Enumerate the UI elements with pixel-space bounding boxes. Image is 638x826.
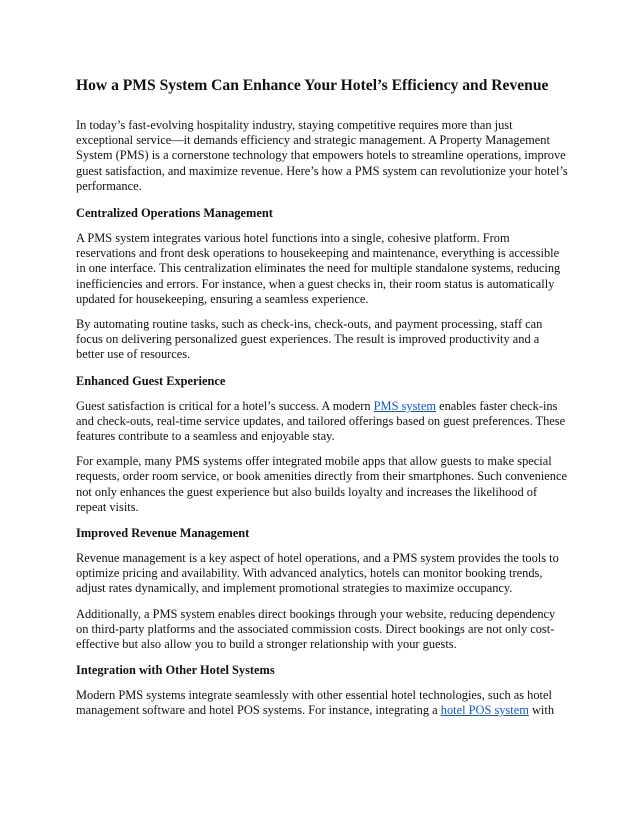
section-heading-revenue-management: Improved Revenue Management xyxy=(76,526,250,541)
text-segment: with xyxy=(528,703,555,718)
paragraph: Additionally, a PMS system enables direct bookings through your website, reducing dependency on third-party platforms and the associated commission costs. Direct bookings are not only cost-effective but also allow you to build a stronger relationship with your guests. xyxy=(76,606,556,652)
paragraph xyxy=(76,688,568,718)
paragraph: For example, many PMS systems offer integrated mobile apps that allow guests to make special requests, order room service, or book amenities directly from their smartphones. Such convenience not only enhances the guest experience but also builds loyalty and increases the likelihood of repeat visits. xyxy=(76,454,567,514)
text-segment: Modern PMS systems integrate seamlessly with other essential hotel technologies, such as hotel management software and hotel POS systems. For instance, integrating a xyxy=(76,688,552,718)
paragraph: By automating routine tasks, such as check-ins, check-outs, and payment processing, staff can focus on delivering personalized guest experiences. The result is improved productivity and a better use of resources. xyxy=(76,317,543,362)
section-heading-guest-experience: Enhanced Guest Experience xyxy=(76,373,226,388)
text-segment: Guest satisfaction is critical for a hotel’s success. A modern xyxy=(76,398,374,413)
text-segment: enables faster check-ins and check-outs, real-time service updates, and tailored offerings based on guest preferences. These features contribute to a seamless and enjoyable stay. xyxy=(76,398,566,444)
section-heading-centralized-operations: Centralized Operations Management xyxy=(76,206,273,221)
pms-system-link[interactable]: PMS system xyxy=(373,398,436,413)
section-heading-integration: Integration with Other Hotel Systems xyxy=(76,663,275,678)
document-title: How a PMS System Can Enhance Your Hotel’s Efficiency and Revenue xyxy=(76,77,549,94)
paragraph: A PMS system integrates various hotel functions into a single, cohesive platform. From reservations and front desk operations to housekeeping and maintenance, everything is accessible in one interface. This centralization eliminates the need for multiple standalone systems, reducing inefficiencies and errors. For instance, when a guest checks in, their room status is automatically updated for housekeeping, ensuring a seamless experience. xyxy=(76,231,561,306)
intro-paragraph: In today’s fast-evolving hospitality industry, staying competitive requires more than just exceptional service—it demands efficiency and strategic management. A Property Management System (PMS) is a cornerstone technology that empowers hotels to streamline operations, improve guest satisfaction, and maximize revenue. Here’s how a PMS system can revolutionize your hotel’s performance. xyxy=(76,118,568,193)
paragraph xyxy=(76,399,568,445)
hotel-pos-system-link[interactable]: hotel POS system xyxy=(440,703,529,718)
paragraph: Revenue management is a key aspect of hotel operations, and a PMS system provides the tools to optimize pricing and availability. With advanced analytics, hotels can monitor booking trends, adjust rates dynamically, and implement promotional strategies to maximize occupancy. xyxy=(76,551,559,596)
